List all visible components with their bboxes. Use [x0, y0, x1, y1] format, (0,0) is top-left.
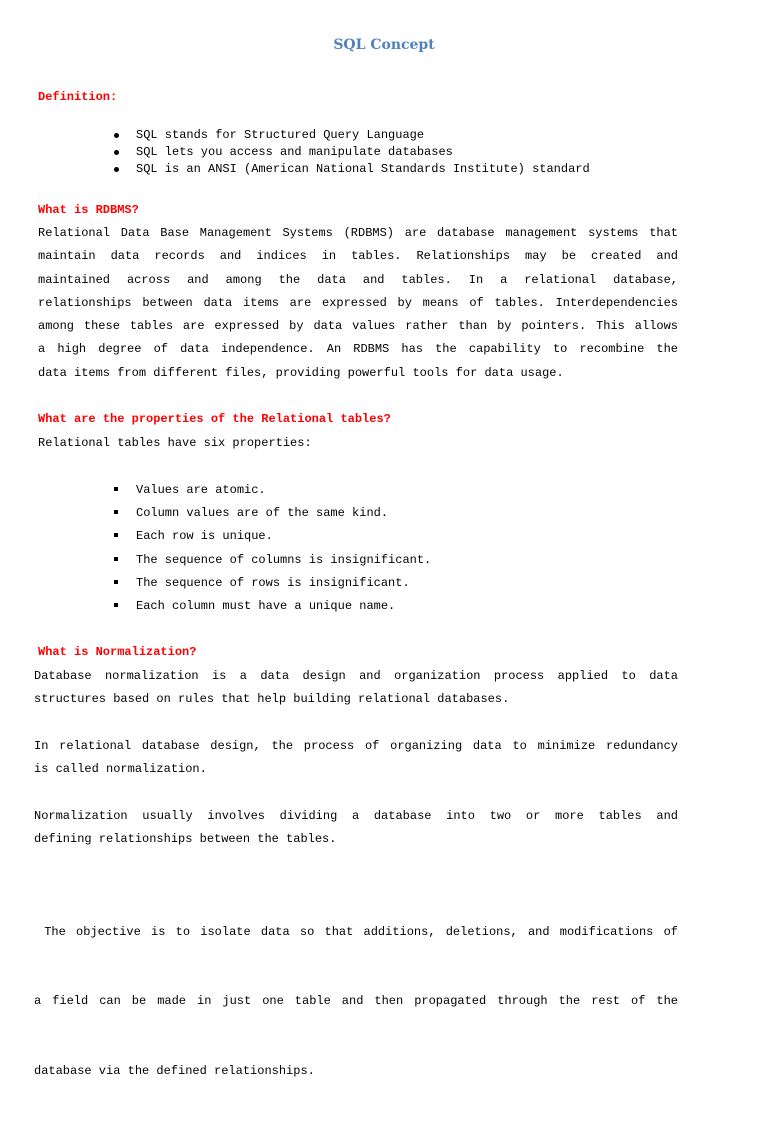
text-line: Normalization usually involves dividing a database into two or more tables and — [34, 809, 678, 823]
rdbms-heading: What is RDBMS? — [38, 203, 139, 217]
bullet-icon — [114, 510, 118, 514]
properties-heading: What are the properties of the Relational tables? — [38, 412, 391, 426]
list-item: SQL stands for Structured Query Language — [112, 127, 590, 144]
text-line: maintain data records and indices in tables. Relationships may be created and — [38, 249, 678, 264]
text-line: In relational database design, the process of organizing data to minimize redundancy — [34, 739, 678, 753]
properties-intro: Relational tables have six properties: — [38, 436, 312, 450]
list-item: SQL lets you access and manipulate databases — [112, 144, 590, 161]
text-line: maintained across and among the data and tables. In a relational database, — [38, 272, 678, 287]
bullet-icon — [114, 533, 118, 537]
rdbms-paragraph — [38, 222, 678, 385]
normalization-paragraph-3 — [34, 805, 678, 852]
list-item: SQL is an ANSI (American National Standards Institute) standard — [112, 161, 590, 178]
bullet-icon — [114, 603, 118, 607]
properties-list — [112, 479, 431, 618]
definition-list — [112, 127, 590, 178]
definition-heading: Definition: — [38, 90, 118, 104]
list-item: The sequence of columns is insignificant. — [112, 549, 431, 572]
text-line: database via the defined relationships. — [34, 1064, 315, 1079]
normalization-paragraph-2 — [34, 735, 678, 782]
text-line: defining relationships between the tables. — [34, 832, 337, 847]
text-line: The objective is to isolate data so that additions, deletions, and modifications of — [34, 924, 678, 939]
text-line: Relational Data Base Management Systems (RDBMS) are database management systems that — [38, 226, 678, 240]
list-item: Each row is unique. — [112, 525, 431, 548]
text-line: relationships between data items are expressed by means of tables. Interdependencies — [38, 295, 678, 310]
list-item: Each column must have a unique name. — [112, 595, 431, 618]
bullet-icon — [114, 167, 119, 172]
bullet-icon — [114, 580, 118, 584]
page-title: SQL Concept — [333, 37, 435, 53]
text-line: a field can be made in just one table and then propagated through the rest of the — [34, 994, 678, 1009]
normalization-paragraph-4 — [34, 874, 678, 1130]
bullet-icon — [114, 487, 118, 491]
bullet-icon — [114, 557, 118, 561]
list-item: Values are atomic. — [112, 479, 431, 502]
list-item: Column values are of the same kind. — [112, 502, 431, 525]
text-line: data items from different files, providing powerful tools for data usage. — [38, 365, 564, 380]
list-item: The sequence of rows is insignificant. — [112, 572, 431, 595]
text-line: is called normalization. — [34, 762, 207, 777]
bullet-icon — [114, 150, 119, 155]
normalization-paragraph-1 — [34, 665, 678, 712]
normalization-heading: What is Normalization? — [38, 645, 197, 659]
bullet-icon — [114, 133, 119, 138]
text-line: structures based on rules that help building relational databases. — [34, 692, 510, 707]
text-line: among these tables are expressed by data values rather than by pointers. This allows — [38, 319, 678, 334]
text-line: Database normalization is a data design and organization process applied to data — [34, 669, 678, 683]
text-line: a high degree of data independence. An RDBMS has the capability to recombine the — [38, 342, 678, 357]
